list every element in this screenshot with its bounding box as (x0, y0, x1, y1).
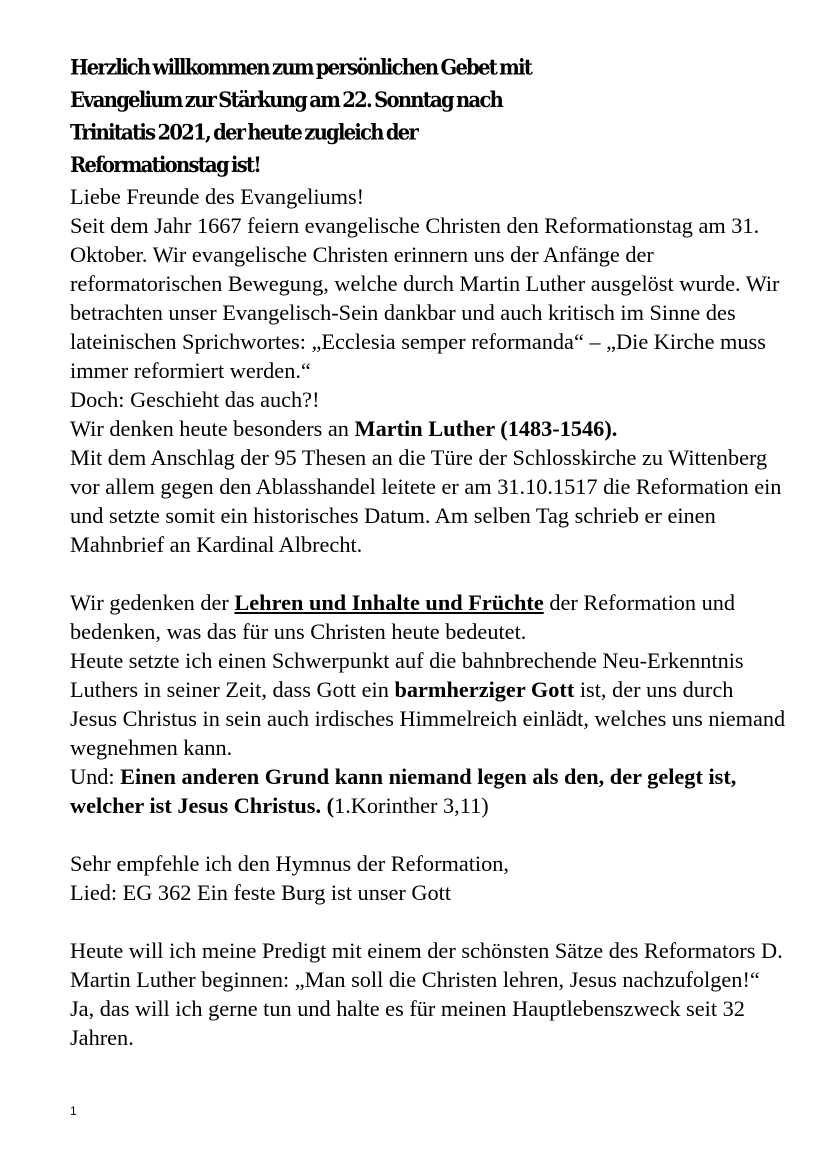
intro-paragraph: Seit dem Jahr 1667 feiern evangelische Christen den Reformationstag am 31. Oktober. Wir evangelische Christen erinnern uns der Anfänge der reformatorischen Bewegung, welche durch Martin Luther ausgelöst wurde. Wir betrachten unser Evangelisch-Sein dankbar und auch kritisch im Sinne des lateinischen Sprichwortes: „Ecclesia semper reformanda“ – „Die Kirche muss immer reformiert werden.“ (70, 213, 780, 383)
focus-prefix: Heute setzte ich einen Schwerpunkt auf die bahnbrechende Neu-Erkenntnis Luthers in seiner Zeit, dass Gott ein (70, 648, 744, 702)
verse-reference: 1.Korinther 3,11) (334, 793, 489, 818)
title-line-2: Evangelium zur Stärkung am 22. Sonntag nach (70, 87, 503, 113)
focus-paragraph (70, 646, 786, 762)
verse-prefix: Und: (70, 764, 121, 789)
teachings-underlined: Lehren und Inhalte und Früchte (234, 590, 544, 615)
verse-bold: Einen anderen Grund kann niemand legen als den, der gelegt ist, welcher ist Jesus Christus. ( (70, 764, 737, 818)
hymn-line-2: Lied: EG 362 Ein feste Burg ist unser Gott (70, 880, 452, 905)
focus-bold: barmherziger Gott (394, 677, 575, 702)
teachings-prefix: Wir gedenken der (70, 590, 235, 615)
theses-paragraph: Mit dem Anschlag der 95 Thesen an die Türe der Schlosskirche zu Wittenberg vor allem gegen den Ablasshandel leitete er am 31.10.1517 die Reformation ein und setzte somit ein historisches Datum. Am selben Tag schrieb er einen Mahnbrief an Kardinal Albrecht. (70, 445, 782, 557)
hymn-line-1: Sehr empfehle ich den Hymnus der Reformation, (70, 851, 510, 876)
luther-prefix: Wir denken heute besonders an (70, 416, 355, 441)
focus-suffix: ist, der uns durch Jesus Christus in sein auch irdisches Himmelreich einlädt, welches uns niemand wegnehmen kann. (70, 677, 786, 760)
document-page (70, 52, 786, 1052)
title-line-4: Reformationstag ist! (70, 152, 261, 178)
paragraph-spacer (70, 907, 786, 936)
greeting: Liebe Freunde des Evangeliums! (70, 184, 365, 209)
teachings-suffix: der Reformation und bedenken, was das für uns Christen heute bedeutet. (70, 590, 736, 644)
teachings-paragraph (70, 588, 786, 646)
verse-paragraph (70, 762, 786, 820)
title-line-1: Herzlich willkommen zum persönlichen Gebet mit (70, 55, 532, 81)
luther-name: Martin Luther (1483-1546). (354, 416, 618, 441)
question-line: Doch: Geschieht das auch?! (70, 387, 320, 412)
title-line-3: Trinitatis 2021, der heute zugleich der (70, 120, 418, 145)
luther-line (70, 414, 786, 443)
sermon-paragraph: Heute will ich meine Predigt mit einem der schönsten Sätze des Reformators D. Martin Luther beginnen: „Man soll die Christen lehren, Jesus nachzufolgen!“ Ja, das will ich gerne tun und halte es für meinen Hauptlebenszweck seit 32 Jahren. (70, 938, 783, 1050)
page-number: 1 (70, 1104, 77, 1118)
page-title (70, 52, 630, 182)
paragraph-spacer (70, 820, 786, 849)
document-body (70, 182, 786, 1052)
paragraph-spacer (70, 559, 786, 588)
